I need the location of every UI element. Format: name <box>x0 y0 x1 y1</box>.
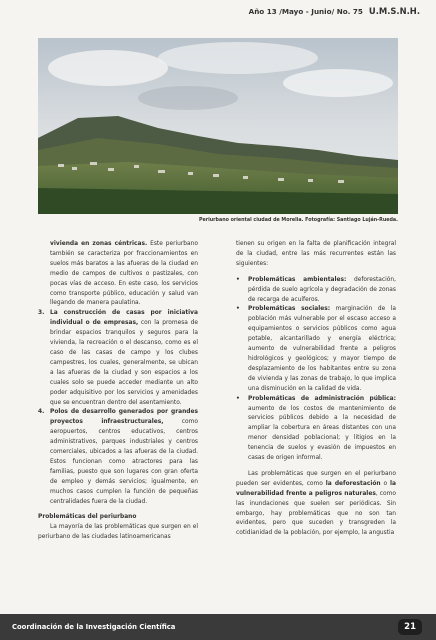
closing-paragraph <box>236 470 396 539</box>
list-item-text <box>50 309 198 408</box>
page-header <box>249 6 420 16</box>
bullet-item <box>236 305 396 394</box>
list-number: 3. <box>38 310 45 317</box>
bullet-text <box>248 395 396 464</box>
bullet-item <box>236 276 396 306</box>
para-bold-1: la deforestación <box>325 480 381 487</box>
item2-text: Este periurbano también se caracteriza por fraccionamientos en suelos más baratos a las afueras de la ciudad en medio de campos de cultivos o pastizales, con pocas vías de acceso. En este caso, los servicios como transporte público, educación y salud van llegando de manera paulatina. <box>50 241 198 307</box>
left-column <box>38 240 198 543</box>
bullet-body: deforestación, pérdida de suelo agrícola y degradación de zonas de recarga de acuíferos. <box>248 276 396 303</box>
bullet-bold: Problemáticas ambientales: <box>248 276 347 283</box>
body-paragraph: La mayoría de las problemáticas que surgen en el periurbano de las ciudades latinoamericanas <box>38 524 198 541</box>
bullet-icon: • <box>236 395 240 402</box>
item4-text: como aeropuertos, centros educativos, centros administrativos, parques industriales y centros comerciales, ubicados a las afueras de la ciudad. Estos funcionan como atractores para las familias, puesto que son lugares con gran oferta de empleo y demás servicios; igualmente, en muchos casos cumplen la función de pequeñas centralidades fuera de la ciudad. <box>50 419 198 505</box>
item2-bold: vivienda en zonas céntricas. <box>50 241 148 247</box>
item3-text: con la promesa de brindar espacios tranquilos y seguros para la vivienda, la recreación o el descanso, como es el caso de las casas de campo y los clubes campestres, los cuales, generalmente, se ubican a las afueras de la ciudad y son espacios a los cuales solo se puede acceder mediante un alto poder adquisitivo por los servicios y amenidades que se encuentran dentro del asentamiento. <box>50 320 198 406</box>
institution-label: U.M.S.N.H. <box>368 6 420 16</box>
bullet-body: marginación de la población más vulnerable por el escaso acceso a equipamientos o servicios públicos como agua potable, alcantarillado y energía eléctrica; aumento de vulnerabilidad frente a peligros hidrológicos y geológicos; y mayor tiempo de desplazamiento de los habitantes entre su zona de vivienda y las zonas de trabajo, lo que implica una disminución en la calidad de vida. <box>248 306 397 392</box>
right-column <box>236 240 396 539</box>
figure-caption: Periurbano oriental ciudad de Morelia. Fotografía: Santiago Luján-Rueda. <box>198 218 398 223</box>
item2-continuation <box>38 240 198 309</box>
bullet-text <box>248 305 396 394</box>
bullet-body: aumento de los costos de mantenimiento de servicios públicos debido a la necesidad de ampliar la cobertura en áreas distantes con una menor densidad poblacional; y litigios en la tenencia de suelos y evasión de impuestos en casas de origen informal. <box>248 405 396 462</box>
page-footer <box>0 614 436 640</box>
intro-paragraph: tienen su origen en la falta de planificación integral de la ciudad, entre las más recurrentes están las siguientes: <box>236 241 396 267</box>
list-number: 4. <box>38 409 45 416</box>
landscape-photo-graphic <box>38 38 398 214</box>
section-subheading: Problemáticas del periurbano <box>38 514 137 521</box>
issue-label: Año 13 /Mayo - Junio/ No. 75 <box>248 7 363 16</box>
landscape-photo <box>38 38 398 214</box>
footer-label: Coordinación de la Investigación Científica <box>12 623 176 631</box>
bullet-bold: Problemáticas sociales: <box>248 306 331 313</box>
para-bold-2: la vulnerabilidad frente a peligros naturales <box>236 480 396 497</box>
para-start: Las problemáticas que surgen en el periurbano pueden ser evidentes, como <box>236 470 396 487</box>
bullet-item <box>236 395 396 464</box>
bullet-icon: • <box>236 276 240 283</box>
page-number: 21 <box>398 619 422 635</box>
bullet-bold: Problemáticas de administración pública: <box>248 395 396 402</box>
para-end: , como las inundaciones que suelen ser periódicas. Sin embargo, hay problemáticas que no son tan evidentes, pero que suceden y transgreden la cotidianidad de la población, por ejemplo, la angustia <box>236 490 396 537</box>
list-item-4 <box>38 408 198 507</box>
bullet-icon: • <box>236 306 240 313</box>
para-mid: o <box>380 480 390 487</box>
item4-bold: Polos de desarrollo generados por grandes proyectos infraestructurales, <box>50 409 198 426</box>
item3-bold: La construcción de casas por iniciativa individual o de empresas, <box>50 310 198 327</box>
list-item-3 <box>38 309 198 408</box>
list-item-text <box>50 408 198 507</box>
bullet-text <box>248 276 396 306</box>
